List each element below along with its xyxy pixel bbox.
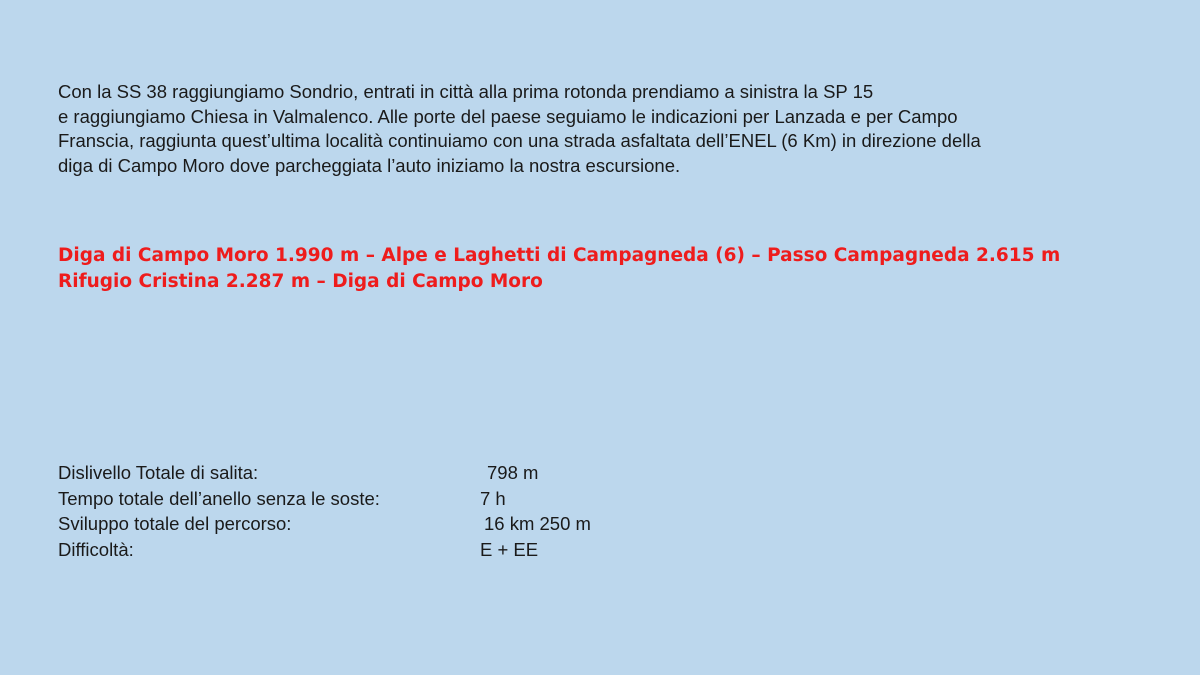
intro-paragraph [58, 80, 1158, 178]
route-line: Rifugio Cristina 2.287 m – Diga di Campo Moro [58, 271, 543, 292]
stat-label: Difficoltà: [58, 538, 134, 560]
stat-value: 7 h [480, 487, 506, 509]
stat-label: Sviluppo totale del percorso: [58, 513, 292, 534]
intro-line: e raggiungiamo Chiesa in Valmalenco. Alle porte del paese seguiamo le indicazioni per Lanzada e per Campo [58, 105, 958, 127]
stat-row-difficolta [58, 537, 758, 563]
stats-table [58, 460, 758, 562]
route-line: Diga di Campo Moro 1.990 m – Alpe e Laghetti di Campagneda (6) – Passo Campagneda 2.615 m [58, 245, 1061, 266]
intro-line: Con la SS 38 raggiungiamo Sondrio, entrati in città alla prima rotonda prendiamo a sinistra la SP 15 [58, 81, 874, 102]
stat-value: 798 m [487, 462, 539, 483]
intro-line: diga di Campo Moro dove parcheggiata l’auto iniziamo la nostra escursione. [58, 154, 681, 176]
stat-label: Tempo totale dell’anello senza le soste: [58, 487, 380, 509]
stat-value: E + EE [480, 538, 539, 560]
stat-row-tempo [58, 486, 758, 512]
stat-label: Dislivello Totale di salita: [58, 462, 259, 483]
stat-row-dislivello [58, 460, 758, 486]
stat-row-sviluppo [58, 511, 758, 537]
stat-value: 16 km 250 m [484, 513, 591, 534]
route-heading [58, 243, 1188, 295]
intro-line: Franscia, raggiunta quest’ultima località continuiamo con una strada asfaltata dell’ENEL (6 Km) in direzione della [58, 130, 981, 151]
